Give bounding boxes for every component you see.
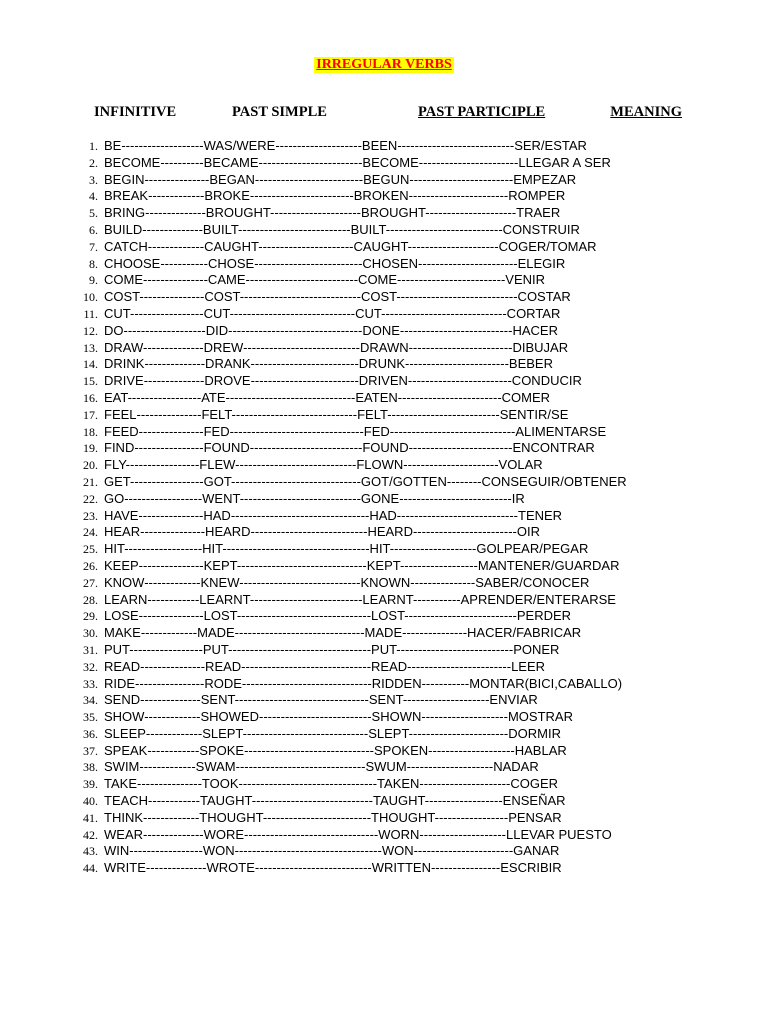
verb-row [0,356,768,373]
verb-row-number: 12. [83,323,98,338]
verb-row [0,491,768,508]
verb-row [0,306,768,323]
verb-row-number: 4. [89,189,98,204]
page-title: IRREGULAR VERBS [316,57,452,72]
verb-row-number: 17. [83,407,98,422]
verb-row-forms: TEACH------------TAUGHT----------------------------TAUGHT------------------ENSEÑAR [104,793,566,809]
verb-row-number: 32. [83,659,98,674]
verb-row-forms: SPEAK------------SPOKE------------------------------SPOKEN--------------------HABLAR [104,742,567,758]
verb-row [0,390,768,407]
verb-row-forms: WEAR--------------WORE-------------------------------WORN--------------------LLEVAR PUESTO [104,826,612,842]
header-past-participle: PAST PARTICIPLE [418,104,546,120]
header-meaning: MEANING [610,104,682,120]
verb-row [0,709,768,726]
verb-row-forms: LEARN------------LEARNT--------------------------LEARNT-----------APRENDER/ENTERARSE [104,591,616,607]
verb-row [0,222,768,239]
verb-row [0,659,768,676]
verb-row [0,424,768,441]
verb-row-number: 11. [83,306,98,321]
verb-row [0,474,768,491]
verb-row-number: 29. [83,609,98,624]
verb-row-forms: CUT-----------------CUT-----------------------------CUT-----------------------------CORTAR [104,305,561,321]
verb-row [0,625,768,642]
verb-row-forms: FIND----------------FOUND--------------------------FOUND------------------------ENCONTRAR [104,440,595,456]
verb-row [0,860,768,877]
verb-row-forms: FEEL---------------FELT-----------------------------FELT--------------------------SENTIR/SE [104,406,569,422]
verb-row [0,793,768,810]
verb-row-forms: COST---------------COST----------------------------COST----------------------------COSTAR [104,289,571,305]
verb-row-forms: DO-------------------DID-------------------------------DONE--------------------------HACER [104,322,558,338]
verb-row-number: 25. [83,542,98,557]
verb-row-number: 40. [83,794,98,809]
verb-row-number: 9. [89,273,98,288]
verb-row-forms: TAKE---------------TOOK--------------------------------TAKEN---------------------COGER [104,776,559,792]
verb-row-forms: FEED---------------FED-------------------------------FED-----------------------------ALIMENTARSE [104,423,607,439]
verb-row-forms: BRING--------------BROUGHT---------------------BROUGHT---------------------TRAER [104,205,561,221]
verb-row-forms: DRINK--------------DRANK-------------------------DRUNK------------------------BEBER [104,356,553,372]
verb-row-number: 18. [83,424,98,439]
verb-row [0,642,768,659]
verb-row-forms: BREAK-------------BROKE------------------------BROKEN-----------------------ROMPER [104,188,566,204]
verb-row-forms: KNOW-------------KNEW----------------------------KNOWN---------------SABER/CONOCER [104,574,590,590]
verb-row [0,592,768,609]
verb-row [0,440,768,457]
verb-row-number: 8. [89,256,98,271]
verb-row [0,373,768,390]
verb-row-forms: CHOOSE-----------CHOSE-------------------------CHOSEN-----------------------ELEGIR [104,255,566,271]
verb-row-number: 37. [83,743,98,758]
verb-row-forms: SWIM-------------SWAM------------------------------SWUM--------------------NADAR [104,759,539,775]
verb-row [0,508,768,525]
verb-row [0,726,768,743]
verb-list [0,138,768,877]
verb-row-number: 14. [83,357,98,372]
verb-row-number: 22. [83,491,98,506]
verb-row-forms: BUILD--------------BUILT--------------------------BUILT---------------------------CONSTRUIR [104,221,580,237]
verb-row-number: 19. [83,441,98,456]
verb-row-number: 24. [83,525,98,540]
verb-row-number: 20. [83,458,98,473]
verb-row-number: 3. [89,172,98,187]
verb-row-number: 33. [83,676,98,691]
verb-row [0,776,768,793]
page-title-wrap [0,55,768,73]
header-infinitive: INFINITIVE [94,104,177,120]
verb-row-number: 34. [83,693,98,708]
verb-row [0,843,768,860]
verb-row-forms: WRITE--------------WROTE---------------------------WRITTEN----------------ESCRIBIR [104,860,562,876]
verb-row [0,575,768,592]
verb-row-forms: BECOME----------BECAME------------------------BECOME-----------------------LLEGAR A SER [104,154,611,170]
verb-row [0,558,768,575]
verb-row [0,272,768,289]
verb-row [0,289,768,306]
verb-row-number: 31. [83,642,98,657]
verb-row-number: 41. [83,810,98,825]
verb-row-forms: RIDE----------------RODE------------------------------RIDDEN-----------MONTAR(BICI,CABALLO) [104,675,623,691]
verb-row-number: 7. [89,239,98,254]
verb-row-forms: WIN-----------------WON----------------------------------WON-----------------------GANAR [104,843,560,859]
verb-row-number: 36. [83,726,98,741]
verb-row-number: 10. [83,290,98,305]
verb-row-number: 28. [83,592,98,607]
verb-row [0,239,768,256]
verb-row-number: 27. [83,575,98,590]
verb-row-number: 1. [89,139,98,153]
verb-row-forms: CATCH-------------CAUGHT----------------------CAUGHT---------------------COGER/TOMAR [104,238,597,254]
verb-row [0,541,768,558]
verb-row-forms: DRIVE--------------DROVE-------------------------DRIVEN------------------------CONDUCIR [104,373,582,389]
verb-row-forms: EAT-----------------ATE------------------------------EATEN------------------------COMER [104,389,551,405]
verb-row-forms: SLEEP-------------SLEPT-----------------------------SLEPT-----------------------DORMIR [104,725,561,741]
verb-row-number: 21. [83,474,98,489]
verb-row-forms: READ---------------READ------------------------------READ------------------------LEER [104,658,546,674]
verb-row [0,608,768,625]
verb-row-forms: THINK-------------THOUGHT-------------------------THOUGHT-----------------PENSAR [104,809,562,825]
verb-row-forms: GO------------------WENT----------------------------GONE--------------------------IR [104,490,525,506]
verb-row [0,323,768,340]
verb-row-forms: HIT------------------HIT----------------------------------HIT--------------------GOLPEAR/PEGAR [104,541,589,557]
header-past-simple: PAST SIMPLE [232,104,327,120]
verb-row-number: 35. [83,710,98,725]
verb-row-forms: GET-----------------GOT------------------------------GOT/GOTTEN--------CONSEGUIR/OBTENER [104,473,627,489]
verb-row-number: 16. [83,390,98,405]
verb-row [0,172,768,189]
verb-row-number: 44. [83,861,98,876]
verb-row-number: 42. [83,827,98,842]
verb-row [0,138,768,155]
verb-row-number: 5. [89,206,98,221]
verb-row-number: 30. [83,626,98,641]
verb-row-number: 43. [83,844,98,859]
verb-row [0,743,768,760]
verb-row [0,810,768,827]
verb-row-number: 2. [89,155,98,170]
verb-row-forms: PUT-----------------PUT---------------------------------PUT---------------------------PONER [104,641,560,657]
verb-row-number: 13. [83,340,98,355]
verb-row-number: 26. [83,558,98,573]
verb-row-number: 15. [83,374,98,389]
verb-row [0,188,768,205]
verb-row [0,256,768,273]
verb-row-forms: BE-------------------WAS/WERE--------------------BEEN---------------------------SER/ESTAR [104,138,587,153]
verb-row-forms: MAKE-------------MADE------------------------------MADE---------------HACER/FABRICAR [104,625,582,641]
verb-row [0,827,768,844]
verb-row [0,407,768,424]
verb-row-forms: COME---------------CAME--------------------------COME-------------------------VENIR [104,272,546,288]
verb-row-forms: HAVE---------------HAD--------------------------------HAD----------------------------TENER [104,507,563,523]
verb-row-forms: SEND--------------SENT-------------------------------SENT--------------------ENVIAR [104,692,538,708]
verb-row [0,759,768,776]
verb-row-forms: FLY-----------------FLEW----------------------------FLOWN----------------------VOLAR [104,457,543,473]
verb-row-forms: LOSE---------------LOST-------------------------------LOST--------------------------PERDER [104,608,572,624]
verb-row-forms: HEAR---------------HEARD---------------------------HEARD------------------------OIR [104,524,540,540]
verb-row [0,340,768,357]
verb-row-number: 6. [89,222,98,237]
verb-row-forms: SHOW-------------SHOWED--------------------------SHOWN--------------------MOSTRAR [104,709,573,725]
verb-row [0,457,768,474]
verb-row [0,676,768,693]
verb-row-forms: DRAW--------------DREW---------------------------DRAWN------------------------DIBUJAR [104,339,569,355]
verb-row-number: 38. [83,760,98,775]
verb-row [0,524,768,541]
verb-row-forms: BEGIN---------------BEGAN-------------------------BEGUN------------------------EMPEZAR [104,171,577,187]
verb-row [0,205,768,222]
verb-row-number: 23. [83,508,98,523]
verb-row [0,692,768,709]
verb-row [0,155,768,172]
verb-row-forms: KEEP---------------KEPT------------------------------KEPT------------------MANTENER/GUARDAR [104,557,620,573]
verb-row-number: 39. [83,777,98,792]
